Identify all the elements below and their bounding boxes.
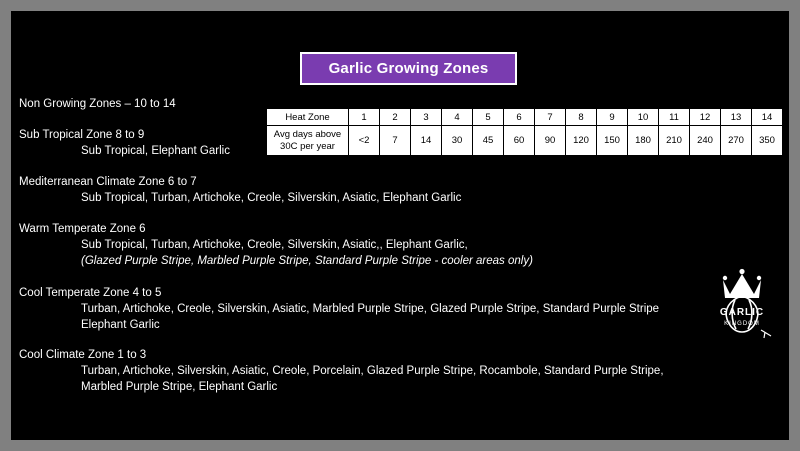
table-row-heat-zone <box>267 109 783 126</box>
zone-detail: Turban, Artichoke, Creole, Silverskin, Asiatic, Marbled Purple Stripe, Glazed Purple Stripe, Standard Purple Stripe <box>81 303 660 315</box>
slide-title-banner <box>300 52 517 85</box>
heat-zone-cell: 10 <box>628 109 659 126</box>
zone-heading: Mediterranean Climate Zone 6 to 7 <box>19 176 197 188</box>
avg-days-cell: 150 <box>597 126 628 156</box>
garlic-kingdom-logo <box>703 266 781 344</box>
avg-days-cell: 210 <box>659 126 690 156</box>
zone-block-mediterranean <box>19 175 461 206</box>
page-title: Garlic Growing Zones <box>328 60 489 77</box>
zone-detail-note: (Glazed Purple Stripe, Marbled Purple Stripe, Standard Purple Stripe - cooler areas only) <box>81 255 533 267</box>
zone-heading: Non Growing Zones – 10 to 14 <box>19 98 176 110</box>
zone-heading: Sub Tropical Zone 8 to 9 <box>19 129 145 141</box>
zone-heading: Warm Temperate Zone 6 <box>19 223 146 235</box>
crown-garlic-icon <box>703 266 781 344</box>
zone-block-non-growing <box>19 97 176 112</box>
avg-days-cell: 120 <box>566 126 597 156</box>
heat-zone-cell: 13 <box>721 109 752 126</box>
avg-days-cell: 270 <box>721 126 752 156</box>
logo-line2: KINGDOM <box>724 321 760 327</box>
zone-block-sub-tropical <box>19 128 230 159</box>
heat-zone-cell: 14 <box>752 109 783 126</box>
heat-zone-cell: 9 <box>597 109 628 126</box>
heat-zone-cell: 2 <box>380 109 411 126</box>
avg-days-cell: 240 <box>690 126 721 156</box>
heat-zone-cell: 3 <box>411 109 442 126</box>
heat-zone-cell: 6 <box>504 109 535 126</box>
zone-heading: Cool Temperate Zone 4 to 5 <box>19 287 162 299</box>
heat-zone-cell: 12 <box>690 109 721 126</box>
zone-detail: Turban, Artichoke, Silverskin, Asiatic, Creole, Porcelain, Glazed Purple Stripe, Rocambole, Standard Purple Stripe, <box>81 365 664 377</box>
table-row-avg-days <box>267 126 783 156</box>
zone-block-warm-temperate <box>19 222 533 269</box>
avg-days-cell: <2 <box>349 126 380 156</box>
zone-heading: Cool Climate Zone 1 to 3 <box>19 349 147 361</box>
avg-days-cell: 90 <box>535 126 566 156</box>
avg-days-cell: 7 <box>380 126 411 156</box>
heat-zone-cell: 8 <box>566 109 597 126</box>
avg-days-cell: 30 <box>442 126 473 156</box>
heat-zone-cell: 4 <box>442 109 473 126</box>
zone-block-cool-temperate <box>19 286 659 333</box>
heat-zone-cell: 11 <box>659 109 690 126</box>
zone-block-cool-climate <box>19 348 664 395</box>
zone-detail: Marbled Purple Stripe, Elephant Garlic <box>81 381 278 393</box>
avg-days-cell: 14 <box>411 126 442 156</box>
avg-days-cell: 180 <box>628 126 659 156</box>
heat-zone-table <box>266 108 783 156</box>
row-label-heat-zone: Heat Zone <box>267 109 349 126</box>
slide-canvas <box>11 11 789 440</box>
row-label-avg-days: Avg days above 30C per year <box>267 126 349 156</box>
avg-days-cell: 60 <box>504 126 535 156</box>
zone-detail: Sub Tropical, Turban, Artichoke, Creole, Silverskin, Asiatic,, Elephant Garlic, <box>81 239 468 251</box>
zone-detail: Elephant Garlic <box>81 319 160 331</box>
logo-line1: GARLIC <box>719 307 765 318</box>
heat-zone-cell: 5 <box>473 109 504 126</box>
avg-days-cell: 45 <box>473 126 504 156</box>
zone-detail: Sub Tropical, Elephant Garlic <box>81 145 230 157</box>
heat-zone-cell: 1 <box>349 109 380 126</box>
heat-zone-cell: 7 <box>535 109 566 126</box>
avg-days-cell: 350 <box>752 126 783 156</box>
zone-detail: Sub Tropical, Turban, Artichoke, Creole, Silverskin, Asiatic, Elephant Garlic <box>81 192 462 204</box>
